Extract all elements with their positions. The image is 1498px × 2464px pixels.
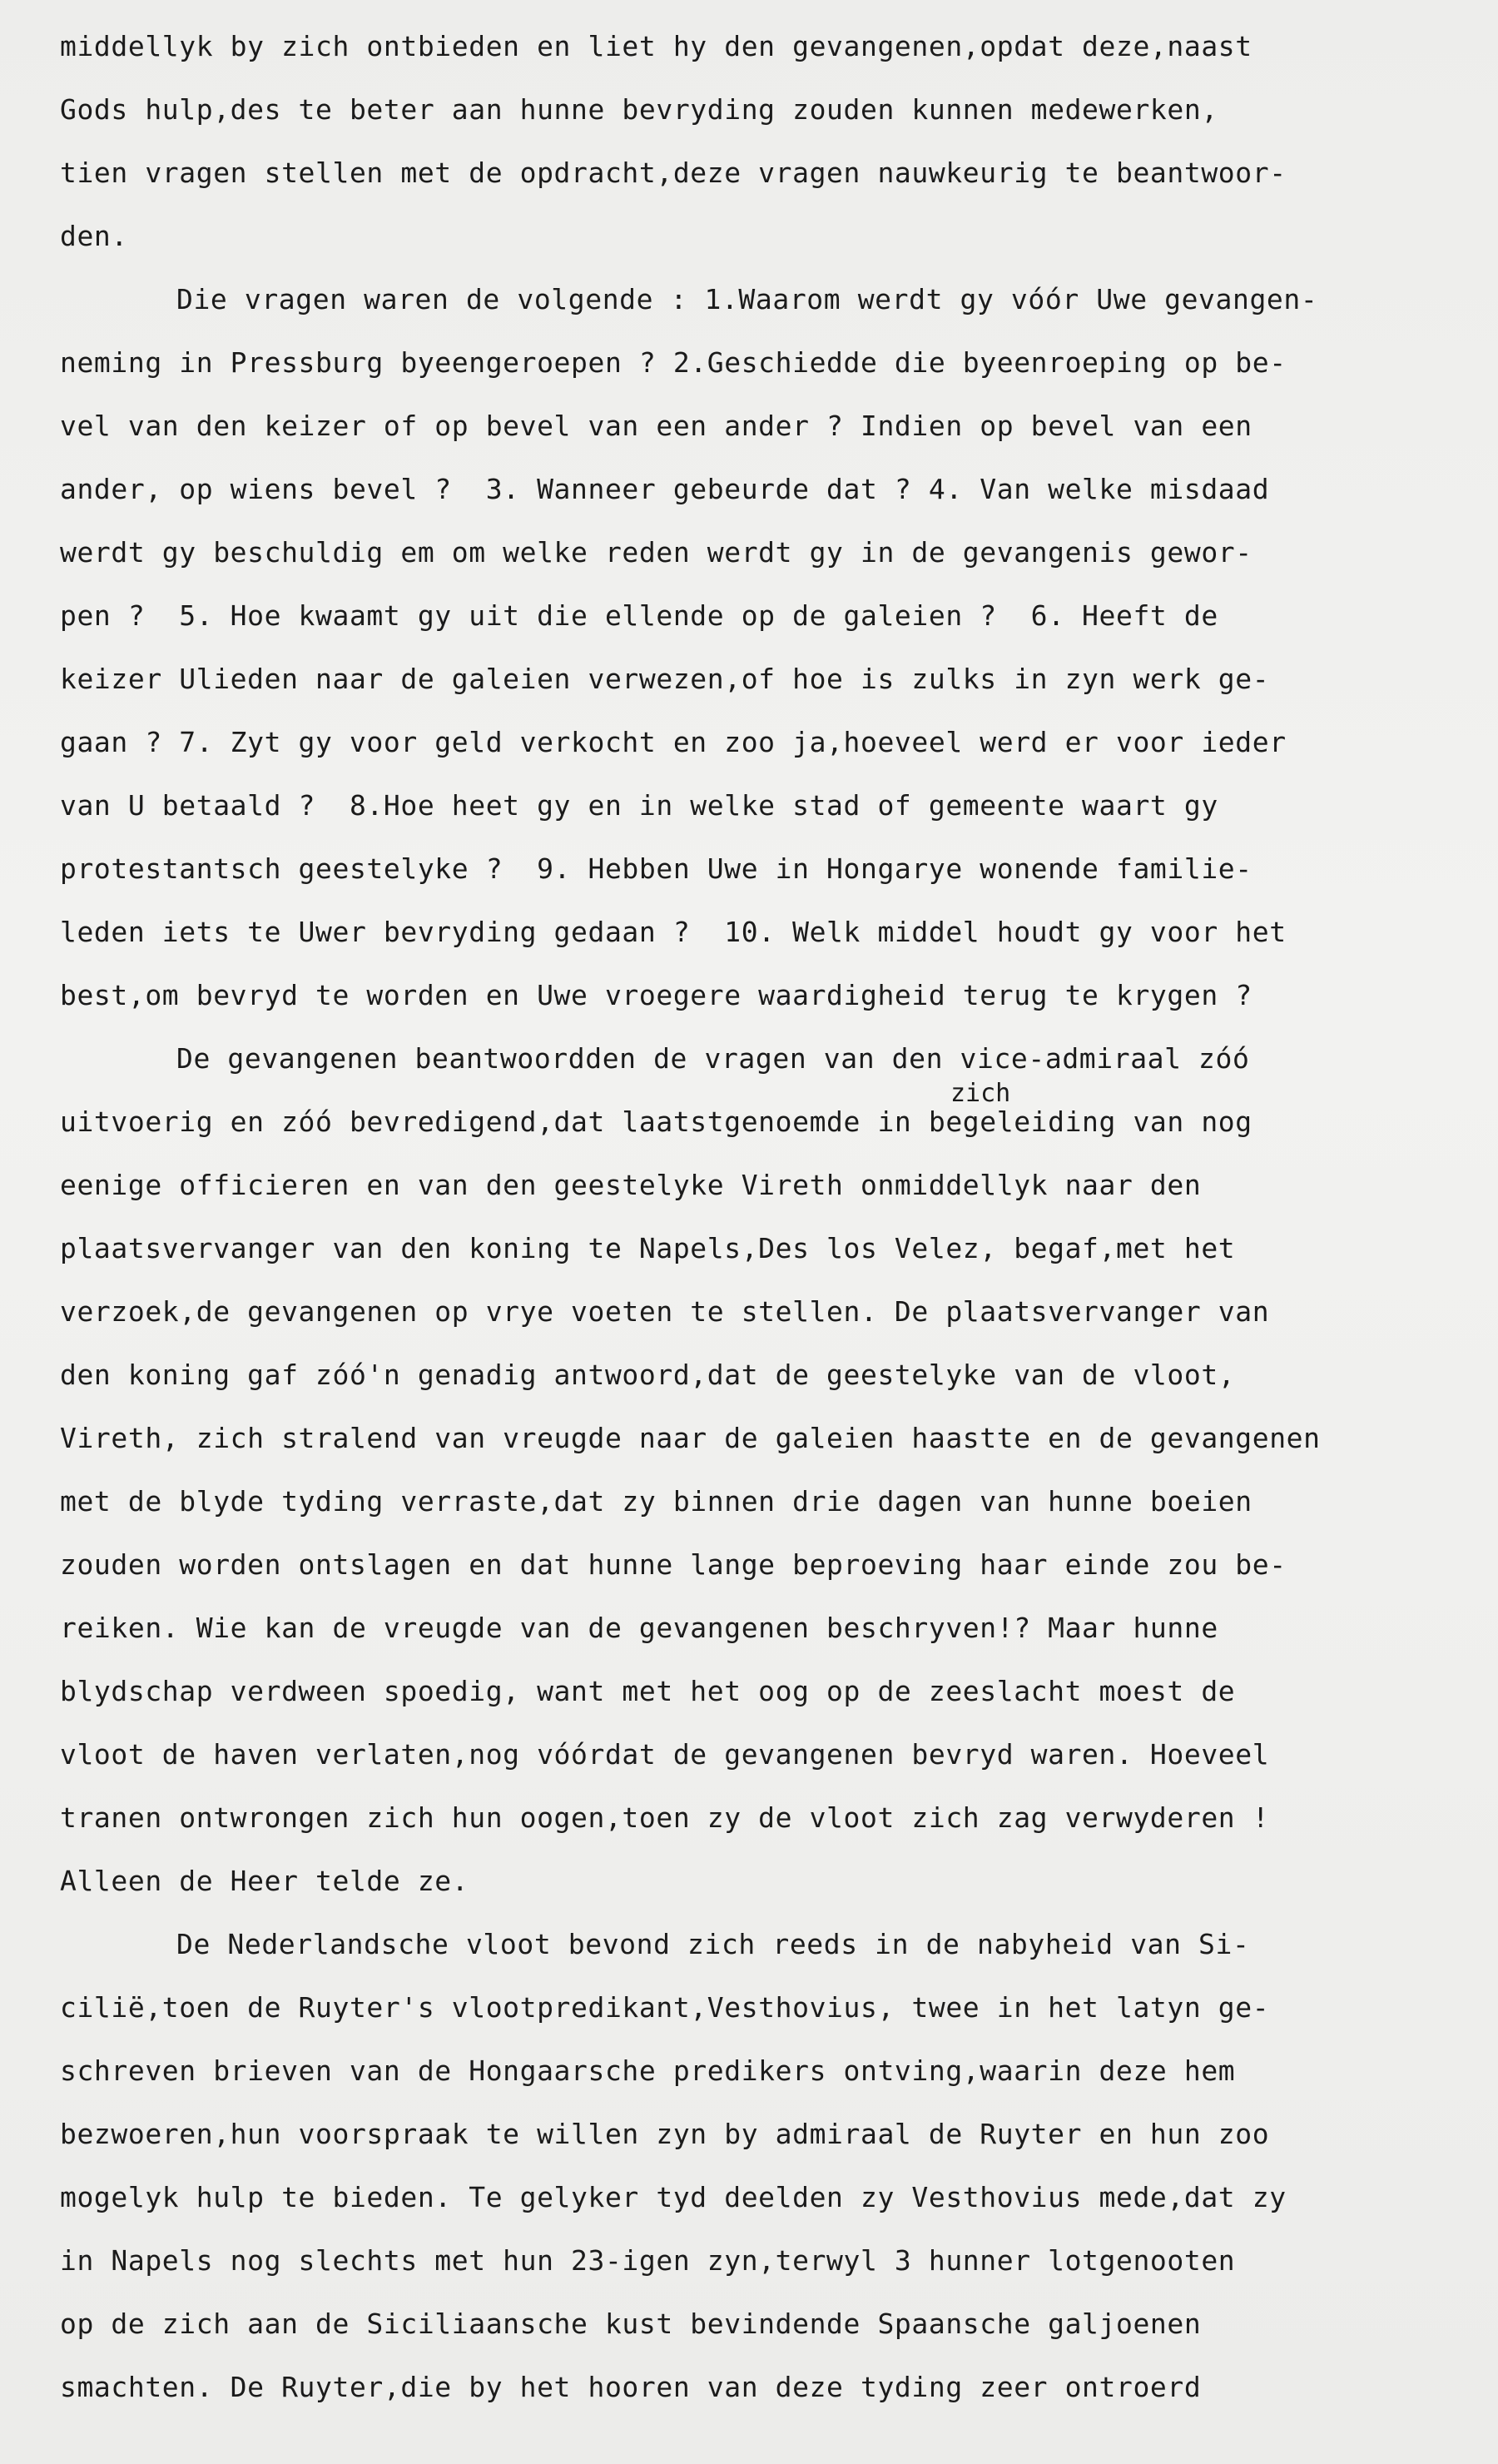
text-line: Gods hulp,des te beter aan hunne bevryding zouden kunnen medewerken, xyxy=(60,93,1218,126)
text-line: Vireth, zich stralend van vreugde naar de galeien haastte en de gevangenen xyxy=(60,1422,1321,1454)
text-line: Die vragen waren de volgende : 1.Waarom werdt gy vóór Uwe gevangen- xyxy=(176,283,1318,315)
text-line: van U betaald ? 8.Hoe heet gy en in welke stad of gemeente waart gy xyxy=(60,789,1218,822)
text-line: verzoek,de gevangenen op vrye voeten te stellen. De plaatsvervanger van xyxy=(60,1295,1270,1328)
text-line: middellyk by zich ontbieden en liet hy den gevangenen,opdat deze,naast xyxy=(60,30,1252,62)
text-line: cilië,toen de Ruyter's vlootpredikant,Vesthovius, twee in het latyn ge- xyxy=(60,1991,1270,2024)
text-line: met de blyde tyding verraste,dat zy binnen drie dagen van hunne boeien xyxy=(60,1485,1252,1518)
text-line: den koning gaf zóó'n genadig antwoord,dat de geestelyke van de vloot, xyxy=(60,1359,1236,1391)
text-line: pen ? 5. Hoe kwaamt gy uit die ellende op de galeien ? 6. Heeft de xyxy=(60,599,1218,632)
text-line: vloot de haven verlaten,nog vóórdat de gevangenen bevryd waren. Hoeveel xyxy=(60,1738,1270,1771)
text-line: tien vragen stellen met de opdracht,deze vragen nauwkeurig te beantwoor- xyxy=(60,156,1287,189)
text-line: reiken. Wie kan de vreugde van de gevangenen beschryven!? Maar hunne xyxy=(60,1612,1218,1644)
text-line: vel van den keizer of op bevel van een ander ? Indien op bevel van een xyxy=(60,410,1252,442)
text-line: bezwoeren,hun voorspraak te willen zyn by admiraal de Ruyter en hun zoo xyxy=(60,2118,1270,2150)
text-line: den. xyxy=(60,220,128,252)
text-line: keizer Ulieden naar de galeien verwezen,of hoe is zulks in zyn werk ge- xyxy=(60,663,1270,695)
text-line: plaatsvervanger van den koning te Napels,Des los Velez, begaf,met het xyxy=(60,1232,1236,1264)
text-line: werdt gy beschuldig em om welke reden werdt gy in de gevangenis gewor- xyxy=(60,536,1252,569)
text-line: De gevangenen beantwoordden de vragen van den vice-admiraal zóó xyxy=(176,1042,1250,1075)
text-line: blydschap verdween spoedig, want met het oog op de zeeslacht moest de xyxy=(60,1675,1236,1707)
text-line: eenige officieren en van den geestelyke Vireth onmiddellyk naar den xyxy=(60,1169,1202,1201)
text-line: in Napels nog slechts met hun 23-igen zyn,terwyl 3 hunner lotgenooten xyxy=(60,2244,1236,2277)
text-line: smachten. De Ruyter,die by het hooren van deze tyding zeer ontroerd xyxy=(60,2371,1202,2403)
text-line: uitvoerig en zóó bevredigend,dat laatstgenoemde in begeleiding van nog xyxy=(60,1105,1252,1138)
text-line: best,om bevryd te worden en Uwe vroegere waardigheid terug te krygen ? xyxy=(60,979,1252,1011)
text-line: leden iets te Uwer bevryding gedaan ? 10. Welk middel houdt gy voor het xyxy=(60,916,1287,948)
typed-text-body xyxy=(60,15,1466,2419)
text-line: zouden worden ontslagen en dat hunne lange beproeving haar einde zou be- xyxy=(60,1548,1287,1581)
text-line: op de zich aan de Siciliaansche kust bevindende Spaansche galjoenen xyxy=(60,2308,1202,2340)
text-line: De Nederlandsche vloot bevond zich reeds in de nabyheid van Si- xyxy=(176,1928,1250,1960)
text-line: Alleen de Heer telde ze. xyxy=(60,1865,469,1897)
text-line: neming in Pressburg byeengeroepen ? 2.Geschiedde die byeenroeping op be- xyxy=(60,346,1287,379)
text-line: gaan ? 7. Zyt gy voor geld verkocht en zoo ja,hoeveel werd er voor ieder xyxy=(60,726,1287,758)
text-line: protestantsch geestelyke ? 9. Hebben Uwe in Hongarye wonende familie- xyxy=(60,852,1252,885)
text-line: mogelyk hulp te bieden. Te gelyker tyd deelden zy Vesthovius mede,dat zy xyxy=(60,2181,1287,2213)
text-line: tranen ontwrongen zich hun oogen,toen zy de vloot zich zag verwyderen ! xyxy=(60,1801,1270,1834)
text-line: ander, op wiens bevel ? 3. Wanneer gebeurde dat ? 4. Van welke misdaad xyxy=(60,473,1270,505)
interlinear-insert: zich xyxy=(950,1079,1011,1108)
text-line: schreven brieven van de Hongaarsche predikers ontving,waarin deze hem xyxy=(60,2054,1236,2087)
